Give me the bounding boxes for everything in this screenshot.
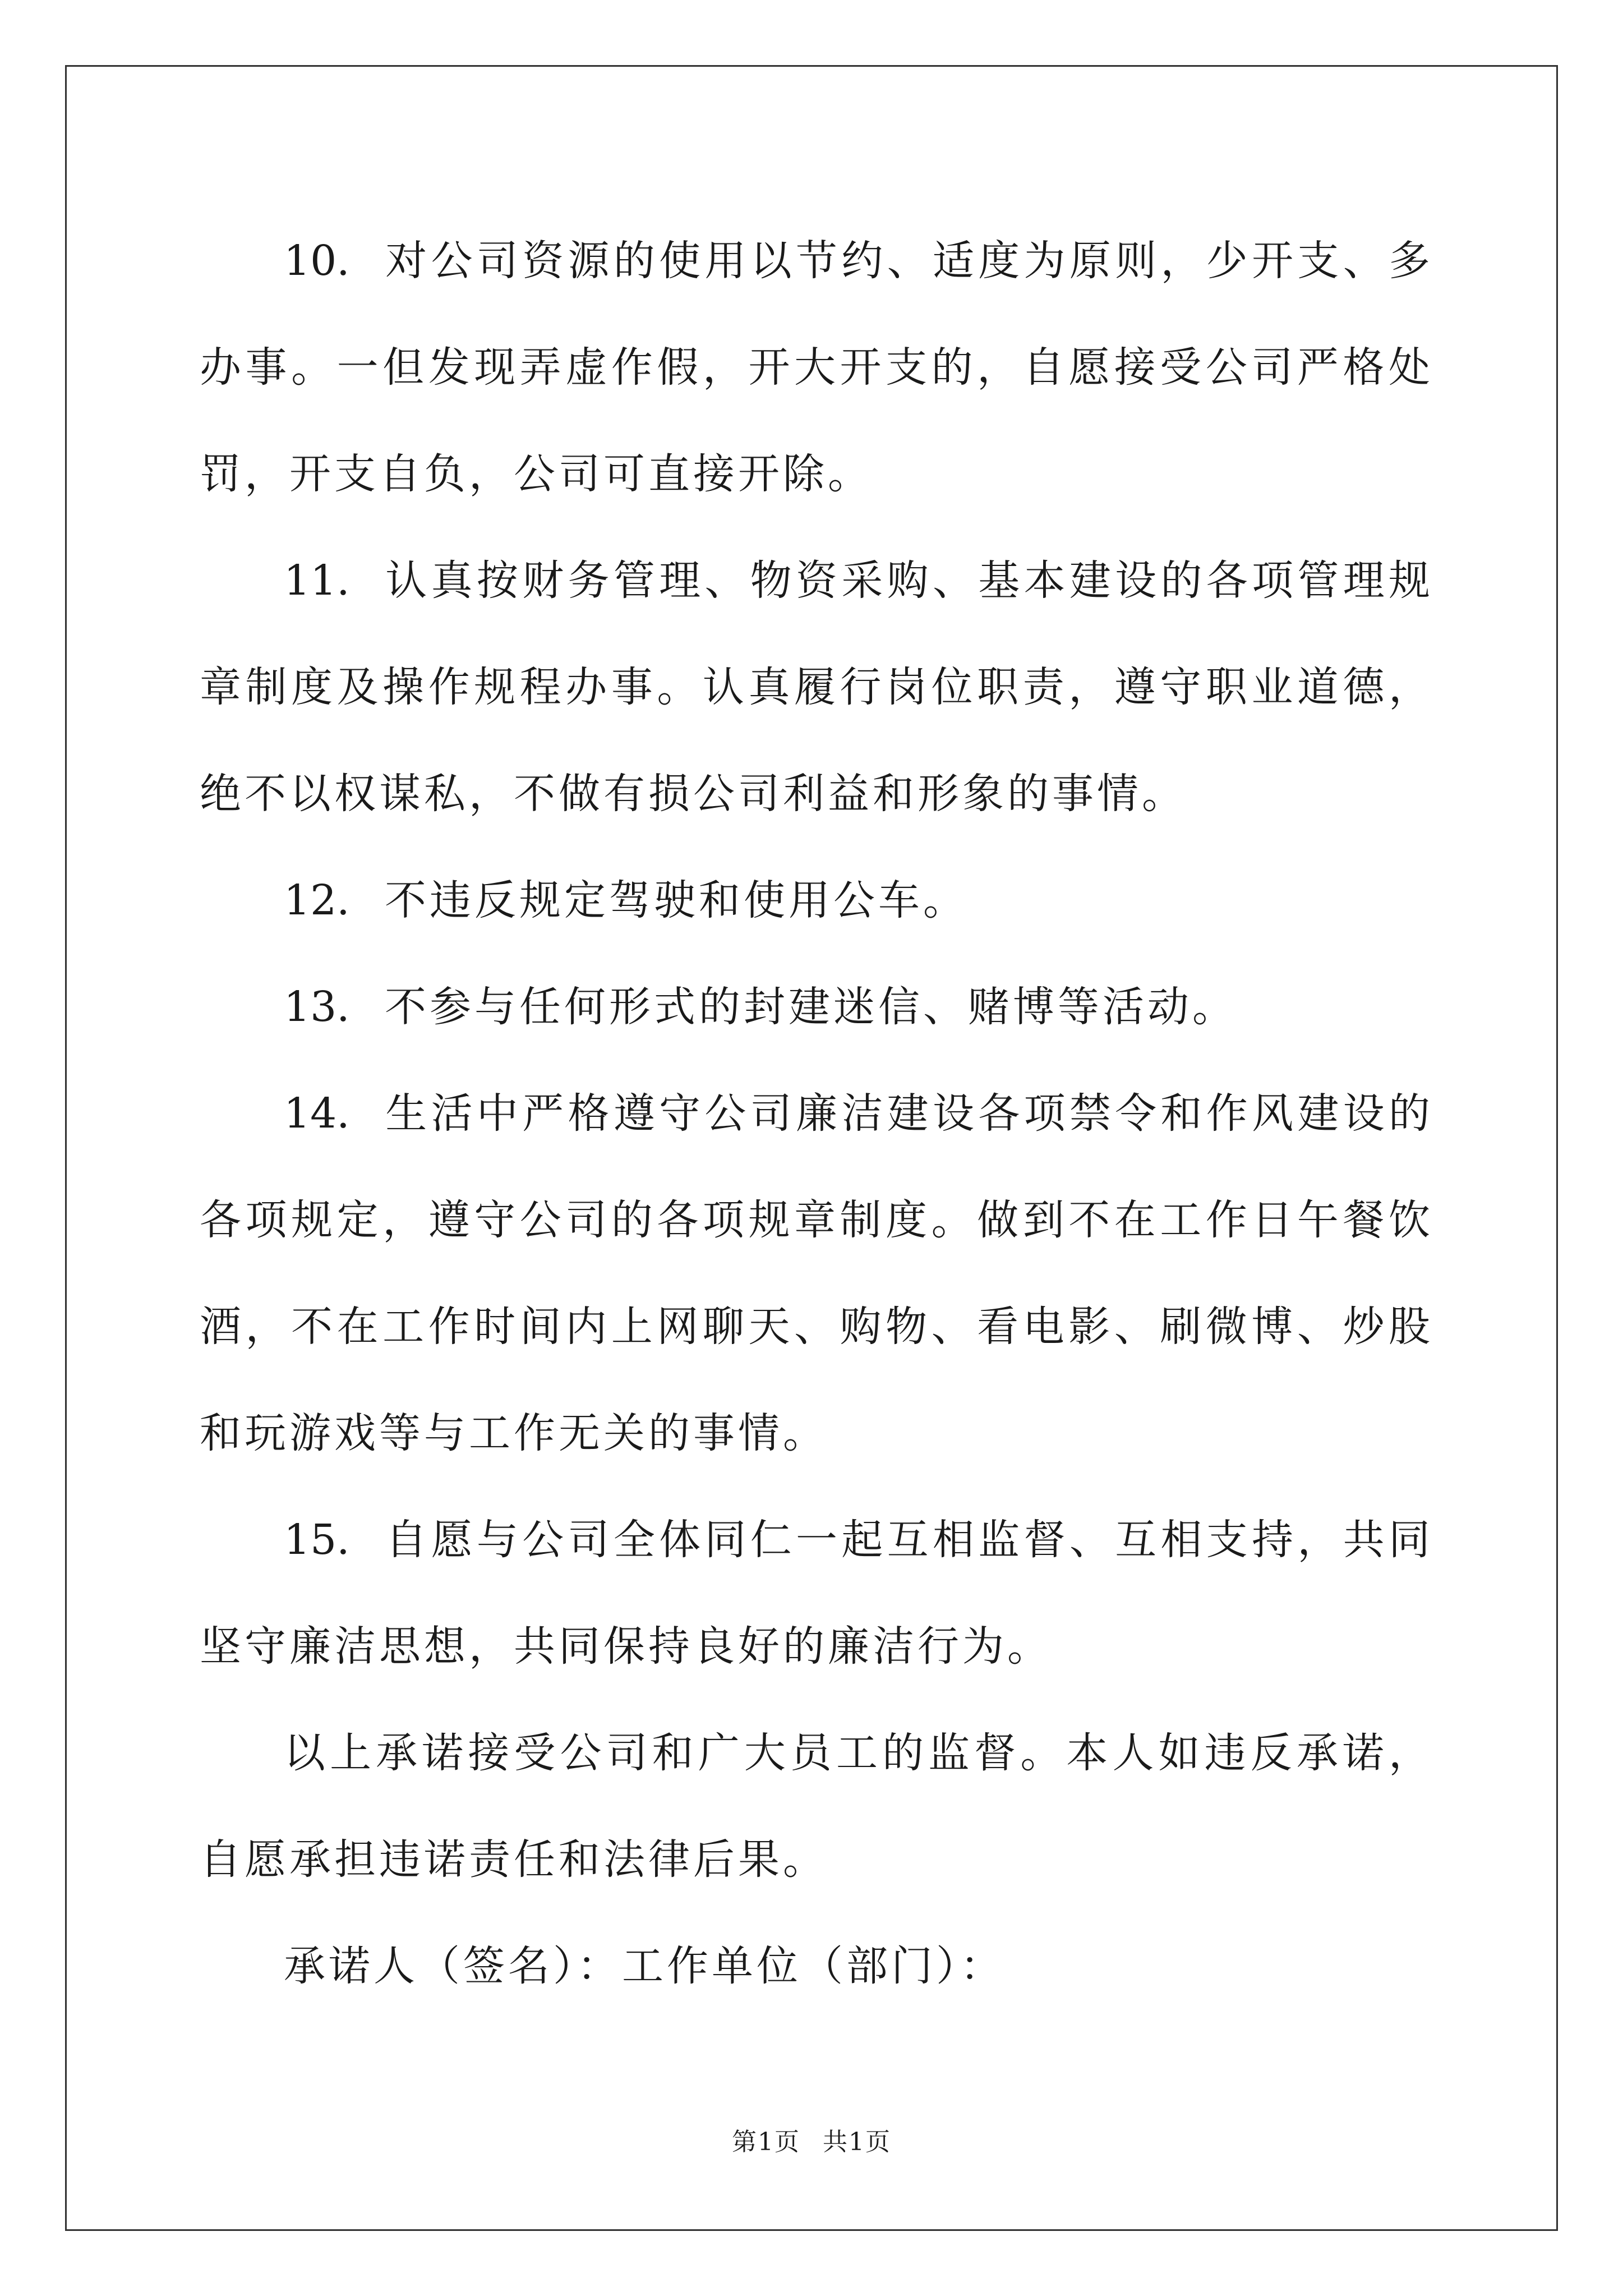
clause-text: 对公司资源的使用以节约、适度为原则，少开支、多办事。一但发现弄虚作假，开大开支的，自愿接受公司严格处罚，开支自负，公司可直接开除。 bbox=[200, 237, 1433, 498]
clause-number: 15. bbox=[284, 1516, 350, 1564]
clause-12 bbox=[200, 847, 1433, 954]
page-total: 共1页 bbox=[823, 2128, 891, 2156]
clause-number: 12. bbox=[284, 876, 350, 924]
clause-text: 自愿与公司全体同仁一起互相监督、互相支持，共同坚守廉洁思想，共同保持良好的廉洁行为。 bbox=[200, 1516, 1433, 1671]
closing-statement: 以上承诺接受公司和广大员工的监督。本人如违反承诺，自愿承担违诺责任和法律后果。 bbox=[200, 1729, 1433, 1884]
page-footer bbox=[0, 2122, 1623, 2157]
clause-number: 11. bbox=[284, 556, 350, 605]
clause-14 bbox=[200, 1060, 1433, 1487]
clause-text: 不参与任何形式的封建迷信、赌博等活动。 bbox=[385, 983, 1237, 1031]
clause-text: 生活中严格遵守公司廉洁建设各项禁令和作风建设的各项规定，遵守公司的各项规章制度。做到不在工作日午餐饮酒，不在工作时间内上网聊天、购物、看电影、刷微博、炒股和玩游戏等与工作无关的事情。 bbox=[200, 1089, 1433, 1457]
clause-13 bbox=[200, 954, 1433, 1060]
clause-11 bbox=[200, 527, 1433, 847]
clause-number: 14. bbox=[284, 1089, 350, 1138]
clause-15 bbox=[200, 1487, 1433, 1700]
page-number: 第1页 bbox=[732, 2128, 800, 2156]
clause-text: 认真按财务管理、物资采购、基本建设的各项管理规章制度及操作规程办事。认真履行岗位职责，遵守职业道德，绝不以权谋私，不做有损公司利益和形象的事情。 bbox=[200, 556, 1433, 818]
clause-10 bbox=[200, 208, 1433, 527]
clause-number: 10. bbox=[284, 237, 350, 285]
clause-text: 不违反规定驾驶和使用公车。 bbox=[385, 876, 968, 924]
document-body bbox=[200, 208, 1433, 2019]
clause-number: 13. bbox=[284, 983, 350, 1031]
signature-line: 承诺人（签名）：工作单位（部门）： bbox=[284, 1942, 1005, 1990]
